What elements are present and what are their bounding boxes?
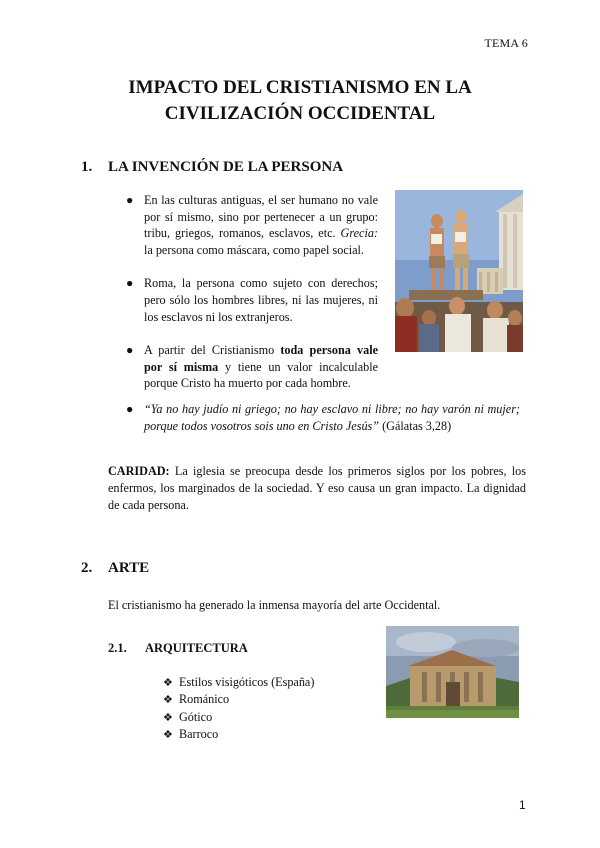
diamond-bullet-icon: ❖ [163, 694, 173, 707]
caridad-text: La iglesia se preocupa desde los primeros siglos por los pobres, los enfermos, los marginados de la sociedad. Y eso causa un gran impacto. La dignidad de cada persona. [108, 464, 526, 512]
title-line-2: CIVILIZACIÓN OCCIDENTAL [164, 103, 436, 124]
section-1-bullet-list [126, 192, 378, 409]
caridad-label: CARIDAD: [108, 464, 170, 478]
section-1-title: LA INVENCIÓN DE LA PERSONA [108, 159, 344, 175]
list-item [163, 726, 314, 743]
bullet-icon: ● [126, 343, 134, 358]
document-title [60, 75, 540, 127]
section-2-heading [81, 560, 281, 580]
bullet-1-italic: Grecia: [340, 226, 378, 241]
section-2-intro: El cristianismo ha generado la inmensa mayoría del arte Occidental. [108, 598, 441, 612]
list-item [163, 709, 314, 726]
caridad-paragraph [108, 463, 526, 514]
architecture-style-visigothic: Estilos visigóticos (España) [179, 675, 315, 689]
document-header-tema: TEMA 6 [484, 36, 528, 50]
diamond-bullet-icon: ❖ [163, 711, 173, 724]
diamond-bullet-icon: ❖ [163, 729, 173, 742]
bullet-3-text-end: y tiene un valor incalculable porque Cristo ha muerto por cada hombre. [144, 359, 378, 391]
architecture-style-list [163, 674, 314, 744]
architecture-style-gothic: Gótico [179, 709, 213, 724]
quote-bullet [126, 401, 520, 434]
slave-market-image [395, 190, 523, 352]
section-1-number: 1. [81, 159, 93, 175]
bullet-icon: ● [126, 402, 134, 416]
bullet-1-text-end: la persona como máscara, como papel social. [144, 242, 364, 257]
bullet-2-text: Roma, la persona como sujeto con derechos; pero sólo los hombres libres, ni las mujeres, ni los esclavos ni los extranjeros. [144, 276, 378, 324]
title-line-1: IMPACTO DEL CRISTIANISMO EN LA [128, 77, 472, 98]
quote-reference: (Gálatas 3,28) [379, 418, 452, 433]
bullet-3-text: A partir del Cristianismo [144, 343, 281, 358]
architecture-style-romanesque: Románico [179, 692, 230, 707]
diamond-bullet-icon: ❖ [163, 677, 173, 689]
church-photo [386, 626, 519, 718]
list-item [163, 691, 314, 708]
list-item [126, 192, 378, 258]
bullet-1-text: En las culturas antiguas, el ser humano no vale por sí mismo, sino por pertenecer a un grupo: tribu, griegos, romanos, esclavos, etc. [144, 193, 378, 241]
list-item [126, 401, 520, 434]
slave-market-illustration [395, 190, 523, 352]
subsection-2-1-number: 2.1. [108, 641, 127, 655]
section-2-title: ARTE [108, 560, 150, 576]
section-1-heading [81, 159, 481, 179]
bullet-icon: ● [126, 193, 134, 207]
list-item [126, 275, 378, 325]
quote-text: “Ya no hay judío ni griego; no hay esclavo ni libre; no hay varón ni mujer; porque todos vosotros sois uno en Cristo Jesús” [144, 402, 520, 433]
bullet-icon: ● [126, 276, 134, 291]
list-item [126, 342, 378, 392]
page-number: 1 [519, 798, 526, 812]
church-image [386, 626, 519, 718]
section-2-number: 2. [81, 560, 93, 576]
list-item [163, 674, 314, 691]
subsection-2-1-heading [108, 641, 308, 659]
subsection-2-1-title: ARQUITECTURA [145, 641, 248, 655]
bullet-3-bold: toda persona vale por sí misma [144, 343, 378, 374]
architecture-style-baroque: Barroco [179, 727, 219, 742]
